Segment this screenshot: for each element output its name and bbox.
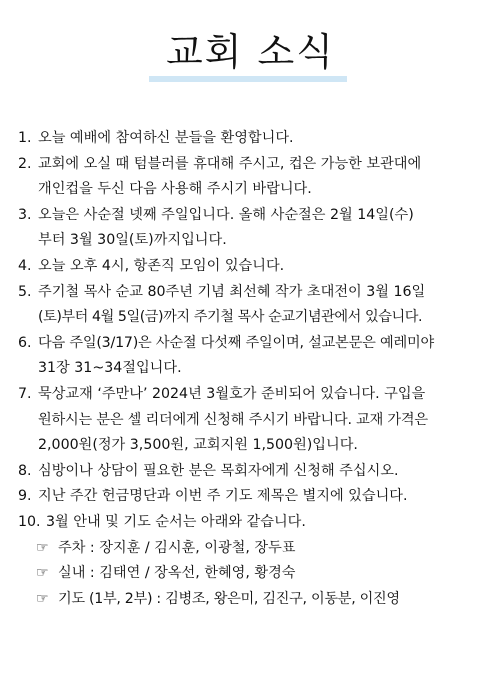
item-text: 오늘 오후 4시, 항존직 모임이 있습니다.: [38, 257, 285, 274]
list-item-9: [18, 484, 492, 510]
item-text: 다음 주일(3/17)은 사순절 다섯째 주일이며, 설교본문은 예레미야: [38, 334, 435, 351]
list-item-4: [18, 254, 492, 280]
announcement-list: [18, 126, 492, 612]
sub-item-text: 기도 (1부, 2부) : 김병조, 왕은미, 김진구, 이동분, 이진영: [58, 590, 400, 607]
list-item-8: [18, 459, 492, 485]
item-text: 3월 안내 및 기도 순서는 아래와 같습니다.: [46, 513, 306, 530]
sub-item-text: 주차 : 장지훈 / 김시훈, 이광철, 장두표: [58, 539, 296, 556]
item-number: 7.: [18, 385, 32, 402]
list-item-1: [18, 126, 492, 152]
sub-item-parking: [18, 536, 492, 562]
item-text: 교회에 오실 때 텀블러를 휴대해 주시고, 컵은 가능한 보관대에: [38, 155, 422, 172]
item-number: 1.: [18, 130, 32, 146]
item-text: 원하시는 분은 셀 리더에게 신청해 주시기 바랍니다. 교재 가격은: [38, 411, 428, 428]
item-text: 2,000원(정가 3,500원, 교회지원 1,500원)입니다.: [38, 437, 358, 454]
title-block: [0, 26, 501, 78]
item-text: 심방이나 상담이 필요한 분은 목회자에게 신청해 주십시오.: [38, 462, 399, 479]
item-number: 4.: [18, 257, 32, 274]
sub-item-prayer: [18, 587, 492, 613]
item-number: 5.: [18, 283, 32, 300]
sub-item-indoor: [18, 561, 492, 587]
item-number: 2.: [18, 155, 32, 172]
list-item-5: [18, 280, 492, 331]
item-text: 오늘은 사순절 넷째 주일입니다. 올해 사순절은 2월 14일(수): [38, 206, 414, 223]
item-number: 10.: [18, 513, 41, 530]
item-text: 개인컵을 두신 다음 사용해 주시기 바랍니다.: [38, 181, 312, 198]
page-title: 교회 소식: [166, 30, 335, 74]
item-text: 주기철 목사 순교 80주년 기념 최선혜 작가 초대전이 3월 16일: [38, 283, 426, 300]
item-number: 3.: [18, 206, 32, 223]
title-underline: [149, 76, 347, 82]
sub-item-text: 실내 : 김태연 / 장옥선, 한혜영, 황경숙: [58, 565, 296, 582]
item-text: 31장 31~34절입니다.: [38, 360, 182, 377]
list-item-6: [18, 331, 492, 382]
list-item-10: [18, 510, 492, 536]
item-number: 8.: [18, 462, 32, 479]
list-item-7: [18, 382, 492, 459]
item-number: 6.: [18, 334, 32, 351]
item-text: 오늘 예배에 참여하신 분들을 환영합니다.: [38, 130, 294, 146]
list-item-2: [18, 152, 492, 203]
item-text: (토)부터 4월 5일(금)까지 주기철 목사 순교기념관에서 있습니다.: [38, 309, 423, 326]
list-item-3: [18, 203, 492, 254]
pointing-hand-icon: ☞: [36, 539, 49, 556]
pointing-hand-icon: ☞: [36, 590, 49, 607]
pointing-hand-icon: ☞: [36, 565, 49, 582]
item-number: 9.: [18, 488, 32, 505]
item-text: 부터 3월 30일(토)까지입니다.: [38, 232, 227, 249]
item-text: 지난 주간 헌금명단과 이번 주 기도 제목은 별지에 있습니다.: [38, 488, 408, 505]
item-text: 묵상교재 ‘주만나’ 2024년 3월호가 준비되어 있습니다. 구입을: [38, 385, 426, 402]
